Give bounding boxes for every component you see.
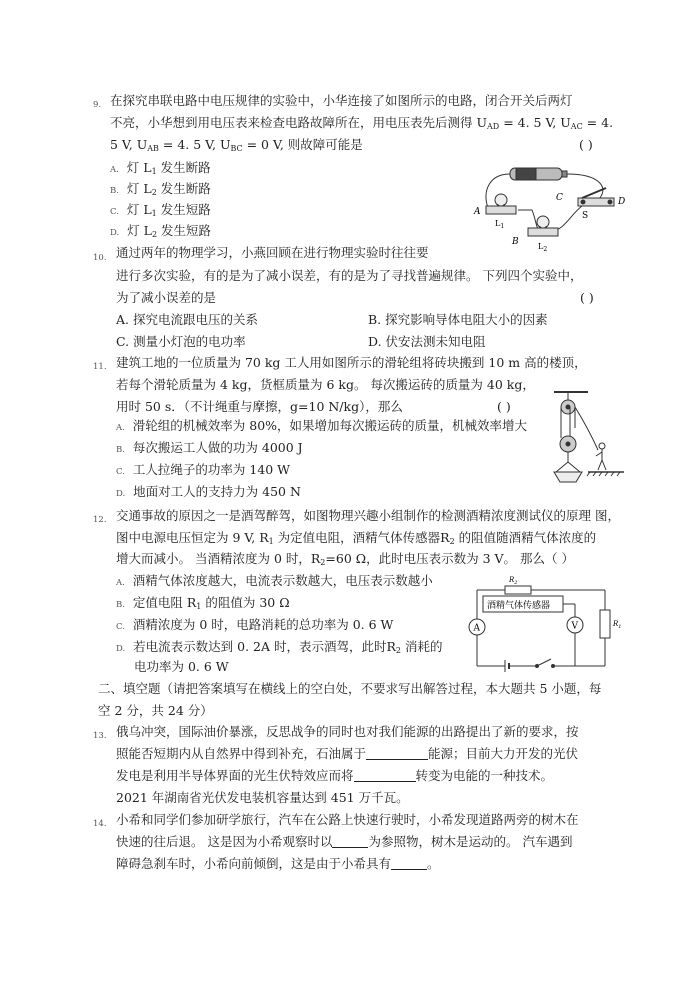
q14-blank-1[interactable]: [332, 835, 368, 848]
q12-option-d: D. 若电流表示数达到 0. 2A 时，表示酒驾，此时$R_2$ 消耗的: [116, 639, 443, 655]
q11-option-c: C. 工人拉绳子的功率为 140 W: [116, 462, 291, 477]
q14-number: 14.: [93, 819, 107, 829]
q12-label-r1: $R_1$: [613, 620, 622, 630]
q12-label-r2: $R_2$: [509, 576, 518, 586]
q13-line4: 2021 年湖南省光伏发电装机容量达到 451 万千瓦。: [116, 790, 409, 805]
q12-line1: 交通事故的原因之一是酒驾醉驾，如图物理兴趣小组制作的检测酒精浓度测试仪的原理 图，: [116, 508, 620, 523]
q10-line3: 为了减小误差的是: [116, 290, 217, 305]
q12-option-a: A. 酒精气体浓度越大，电流表示数越大，电压表示数越小: [116, 573, 433, 588]
q9-line3: 5 V, $U_{AB} = 4$. 5 V, $U_{BC} = 0$ V, 则故障可能是: [110, 137, 363, 153]
q9-line2: 不亮，小华想到用电压表来检查电路故障所在，用电压表先后测得 $U_{AD} = 4$. 5 V, $U_{AC} = 4$.: [110, 115, 614, 131]
q10-number: 10.: [93, 253, 107, 263]
q14-line1: 小希和同学们参加研学旅行，汽车在公路上快速行驶时，小希发现道路两旁的树木在: [116, 812, 579, 827]
q12-circuit-figure: [465, 572, 630, 672]
q11-option-a: A. 滑轮组的机械效率为 80%，如果增加每次搬运砖的质量，机械效率增大: [116, 418, 528, 433]
q11-line1: 建筑工地的一位质量为 70 kg 工人用如图所示的滑轮组将砖块搬到 10 m 高的楼顶，: [116, 355, 587, 370]
q12-option-b: B. 定值电阻 $R_1$ 的阻值为 30 Ω: [116, 595, 290, 611]
q12-line3: 增大而减小。 当酒精浓度为 0 时，$R_2=60$ Ω，此时电压表示数为 3 V。 那么（ ）: [116, 551, 574, 567]
q9-label-d: D: [618, 197, 626, 207]
q12-label-voltmeter: V: [571, 621, 578, 632]
q13-line2: 照能否短期内从自然界中得到补充，石油属于 能源；目前大力开发的光伏: [116, 746, 579, 761]
q9-label-b: B: [512, 237, 519, 247]
q9-option-a: A. 灯 $L_1$ 发生断路: [110, 160, 211, 176]
q9-number: 9.: [93, 100, 102, 110]
q10-option-b: B. 探究影响导体电阻大小的因素: [368, 312, 548, 327]
q9-label-l1: $L_1$: [495, 219, 505, 230]
q9-label-a: A: [474, 207, 481, 217]
q12-option-c: C. 酒精浓度为 0 时，电路消耗的总功率为 0. 6 W: [116, 617, 394, 632]
q12-option-d-cont: 电功率为 0. 6 W: [134, 659, 229, 674]
q11-pulley-figure: [548, 388, 626, 492]
q10-line2: 进行多次实验，有的是为了减小误差，有的是为了寻找普遍规律。 下列四个实验中，: [116, 268, 583, 283]
q12-line2: 图中电源电压恒定为 9 V, $R_1$ 为定值电阻，酒精气体传感器$R_2$ 的阻值随酒精气体浓度的: [116, 530, 597, 546]
q12-label-sensor: 酒精气体传感器: [487, 601, 551, 611]
q11-option-d: D. 地面对工人的支持力为 450 N: [116, 484, 301, 499]
q10-option-d: D. 伏安法测未知电阻: [368, 334, 486, 349]
section2-heading-line1: 二、填空题（请把答案填写在横线上的空白处，不要求写出解答过程，本大题共 5 小题，每: [98, 681, 602, 696]
q10-option-c: C. 测量小灯泡的电功率: [116, 334, 246, 349]
q11-option-b: B. 每次搬运工人做的功为 4000 J: [116, 440, 303, 455]
q9-label-s: S: [582, 211, 589, 221]
q14-line2: 快速的往后退。 这是因为小希观察时以 为参照物，树木是运动的。 汽车遇到: [116, 834, 573, 849]
q9-option-d: D. 灯 $L_2$ 发生短路: [110, 223, 212, 239]
q13-line3: 发电是利用半导体界面的光生伏特效应而将 转变为电能的一种技术。: [116, 768, 554, 783]
q9-label-c: C: [556, 193, 563, 203]
q9-label-l2: $L_2$: [538, 242, 548, 252]
q11-line3: 用时 50 s．（不计绳重与摩擦，g=10 N/kg），那么: [116, 399, 403, 414]
q14-blank-2[interactable]: [391, 857, 427, 870]
q13-line1: 俄乌冲突，国际油价暴涨，反思战争的同时也对我们能源的出路提出了新的要求，按: [116, 724, 579, 739]
q11-answer-paren: ( ): [497, 399, 511, 414]
q14-line3: 障碍急刹车时，小希向前倾倒，这是由于小希具有 。: [116, 856, 440, 871]
q11-number: 11.: [93, 362, 107, 372]
q9-circuit-figure: [470, 160, 630, 252]
q9-answer-paren: ( ): [579, 137, 593, 152]
q9-option-c: C. 灯 $L_1$ 发生短路: [110, 202, 211, 218]
q10-option-a: A. 探究电流跟电压的关系: [116, 312, 258, 327]
q13-number: 13.: [93, 731, 107, 741]
q10-line1: 通过两年的物理学习，小燕回顾在进行物理实验时往往要: [116, 245, 429, 260]
q13-blank-1[interactable]: [366, 747, 428, 760]
q11-line2: 若每个滑轮质量为 4 kg，货框质量为 6 kg。 每次搬运砖的质量为 40 kg，: [116, 377, 535, 392]
section2-heading-line2: 空 2 分，共 24 分）: [98, 703, 213, 718]
q12-label-ammeter: A: [473, 623, 480, 634]
q9-option-b: B. 灯 $L_2$ 发生断路: [110, 181, 211, 197]
q10-answer-paren: ( ): [580, 290, 594, 305]
q9-line1: 在探究串联电路中电压规律的实验中，小华连接了如图所示的电路，闭合开关后两灯: [110, 93, 573, 108]
q13-blank-2[interactable]: [354, 769, 416, 782]
q12-number: 12.: [93, 515, 107, 525]
